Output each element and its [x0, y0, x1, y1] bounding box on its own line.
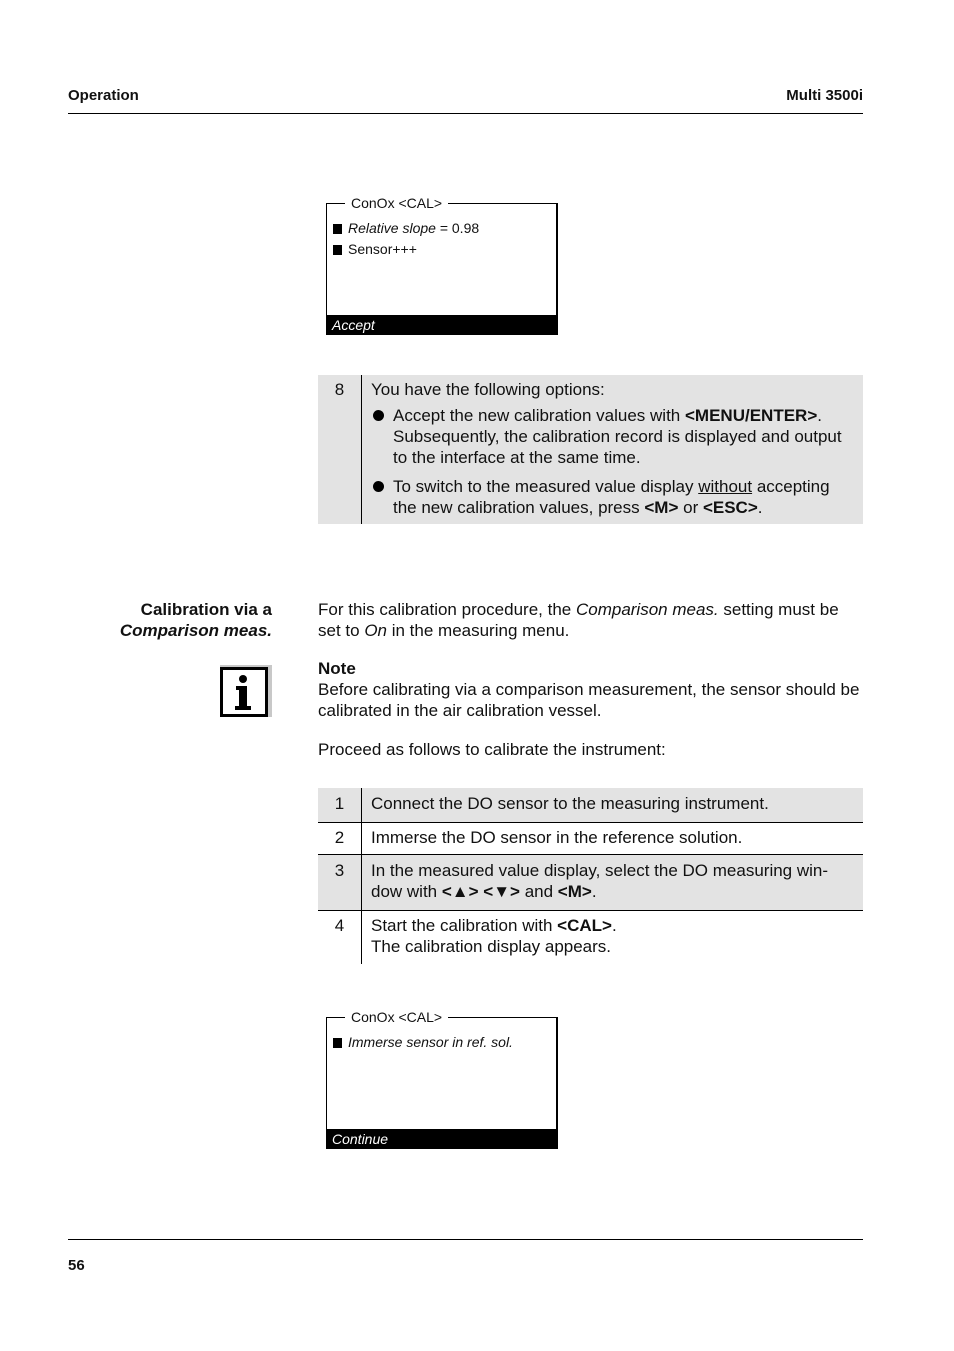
step-8-intro: You have the following options:	[371, 380, 605, 399]
footer-rule	[68, 1239, 863, 1240]
step-8-text	[371, 379, 853, 518]
lcd-title: ConOx <CAL>	[345, 195, 448, 211]
softkey-continue: Continue	[326, 1129, 558, 1149]
step-number: 4	[334, 916, 345, 935]
step-text: Start the calibration with <CAL>. The calibration display appears.	[371, 916, 617, 956]
option-accept: Accept the new calibration values with <MENU/ENTER>. Subsequently, the calibration record is displayed and output to the interface at the same time.	[371, 405, 853, 468]
note-title: Note	[318, 659, 356, 678]
step-text: Connect the DO sensor to the measuring instrument.	[371, 794, 769, 813]
step-number: 8	[334, 380, 345, 399]
note-block	[318, 658, 863, 721]
bullet-square-icon	[333, 1038, 342, 1048]
softkey-accept: Accept	[326, 315, 558, 335]
step-number: 3	[334, 861, 345, 880]
bullet-square-icon	[333, 224, 342, 234]
header-manual-title: Multi 3500i	[786, 87, 863, 104]
step-4-row	[318, 911, 863, 964]
lcd-line-sensor: Sensor+++	[333, 241, 417, 257]
lcd-screen-continue	[326, 1009, 560, 1149]
header-section: Operation	[68, 87, 139, 104]
step-1-row	[318, 788, 863, 823]
step-2-row	[318, 823, 863, 855]
note-text: Before calibrating via a comparison measurement, the sensor should be calibrated in the air calibration vessel.	[318, 680, 860, 720]
step-text: Immerse the DO sensor in the reference solution.	[371, 828, 743, 847]
page-number: 56	[68, 1257, 85, 1274]
option-switch-display: To switch to the measured value display without accepting the new calibration values, press <M> or <ESC>.	[371, 476, 853, 518]
lcd-screen-accept	[326, 195, 560, 335]
step-8-row	[318, 375, 863, 524]
bullet-square-icon	[333, 245, 342, 255]
header-rule	[68, 113, 863, 114]
step-3-row	[318, 855, 863, 911]
lcd-line-immerse: Immerse sensor in ref. sol.	[333, 1034, 513, 1050]
step-number: 1	[334, 794, 345, 813]
lcd-line-slope: Relative slope = 0.98	[333, 220, 479, 236]
step-text: In the measured value display, select the DO measuring win-dow with <▲> <▼> and <M>.	[371, 861, 829, 901]
intro-paragraph: For this calibration procedure, the Comparison meas. setting must be set to On in the measuring menu.	[318, 600, 839, 640]
step-number: 2	[334, 828, 345, 847]
lcd-title: ConOx <CAL>	[345, 1009, 448, 1025]
section-side-heading: Calibration via a Comparison meas.	[119, 600, 272, 640]
info-icon	[220, 665, 272, 717]
proceed-text: Proceed as follows to calibrate the instrument:	[318, 740, 666, 759]
